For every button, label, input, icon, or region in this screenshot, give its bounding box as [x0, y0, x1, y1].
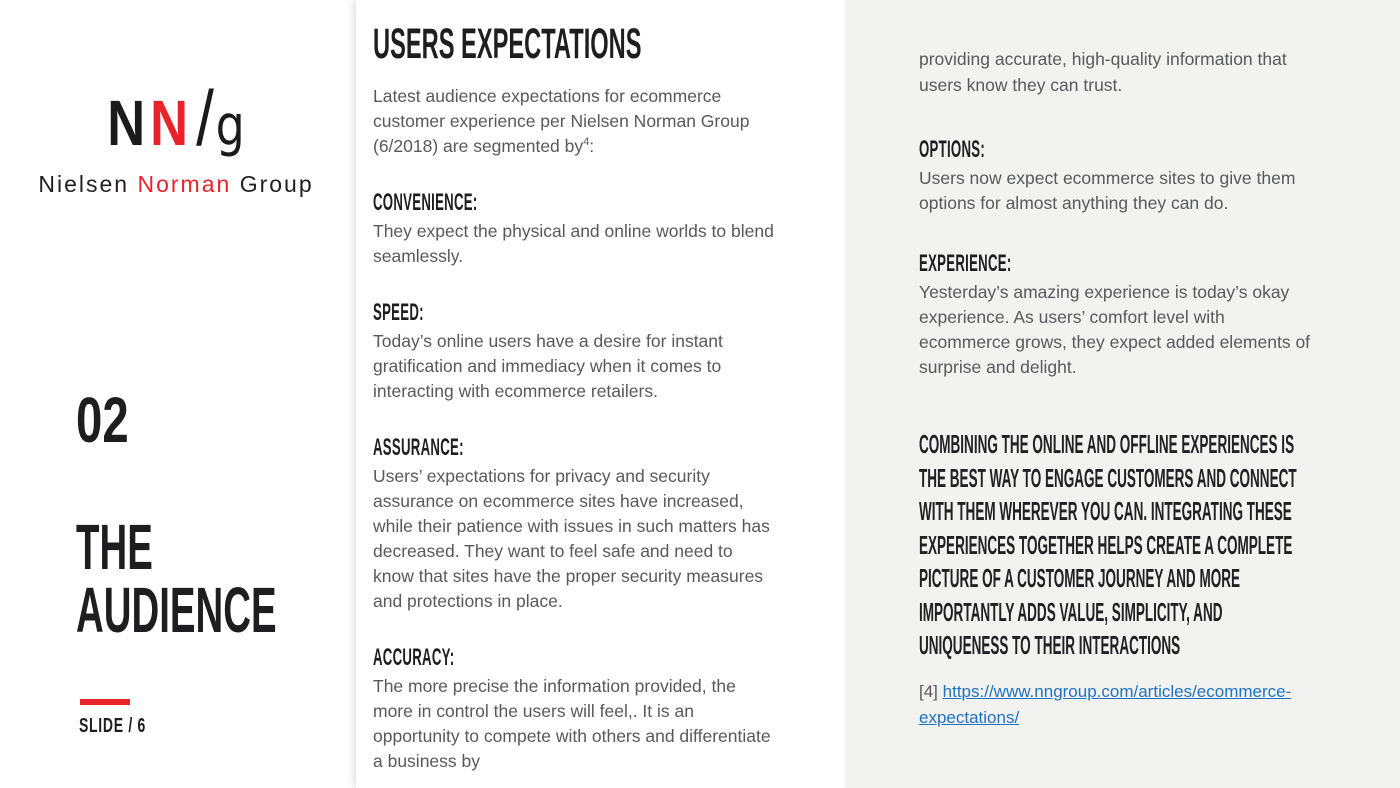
section-number: 02	[76, 384, 129, 456]
footnote-marker: 4	[583, 136, 590, 149]
section-title: THE AUDIENCE	[76, 511, 277, 646]
slide-number-label: SLIDE / 6	[79, 715, 146, 737]
logo-slash: /	[196, 74, 214, 162]
footnote	[919, 679, 1315, 731]
page-title: USERS EXPECTATIONS	[373, 20, 642, 68]
pull-quote-statement	[919, 428, 1315, 663]
heading-options: OPTIONS:	[919, 136, 986, 163]
footnote-ref: [4]	[919, 681, 938, 701]
pull-quote-line: WITH THEM WHEREVER YOU CAN. INTEGRATING THESE	[919, 496, 1292, 526]
logo-letter-n1: N	[107, 87, 147, 159]
body-assurance: Users’ expectations for privacy and security assurance on ecommerce sites have increased, while their patience with issues in such matters has decreased. They want to feel safe and need to know that sites have the proper security measures and protections in place.	[373, 466, 770, 611]
logo-letter-n2: N	[150, 87, 190, 159]
footnote-link[interactable]: https://www.nngroup.com/articles/ecommerce- expectations/	[919, 681, 1292, 727]
content-panel-right	[845, 0, 1400, 788]
red-accent-bar	[80, 699, 130, 705]
pull-quote-line: EXPERIENCES TOGETHER HELPS CREATE A COMPLETE	[919, 529, 1293, 560]
body-convenience: They expect the physical and online worlds to blend seamlessly.	[373, 221, 774, 266]
logo-word-nielsen: Nielsen	[38, 171, 130, 197]
heading-convenience: CONVENIENCE:	[373, 189, 478, 216]
nng-logo-wordmark	[0, 171, 352, 198]
pull-quote-line: IMPORTANTLY ADDS VALUE, SIMPLICITY, AND	[919, 596, 1223, 627]
heading-speed: SPEED:	[373, 299, 424, 326]
content-panel-left	[356, 0, 845, 788]
heading-experience: EXPERIENCE:	[919, 250, 1012, 277]
logo-word-norman: Norman	[137, 171, 232, 197]
pull-quote-line: THE BEST WAY TO ENGAGE CUSTOMERS AND CONNECT	[919, 462, 1297, 493]
continuation-paragraph: providing accurate, high-quality information that users know they can trust.	[919, 49, 1287, 95]
nng-logo	[0, 74, 352, 198]
section-sidebar	[0, 0, 352, 788]
logo-letter-g: g	[215, 94, 245, 159]
heading-accuracy: ACCURACY:	[373, 644, 455, 671]
heading-assurance: ASSURANCE:	[373, 434, 464, 461]
logo-word-group: Group	[239, 171, 314, 197]
body-options: Users now expect ecommerce sites to give them options for almost anything they can do.	[919, 168, 1296, 213]
pull-quote-line: UNIQUENESS TO THEIR INTERACTIONS	[919, 630, 1181, 660]
body-experience: Yesterday’s amazing experience is today’s okay experience. As users’ comfort level with ecommerce grows, they expect added elements of surprise and delight.	[919, 282, 1311, 377]
pull-quote-line: COMBINING THE ONLINE AND OFFLINE EXPERIENCES IS	[919, 429, 1295, 459]
pull-quote-line: PICTURE OF A CUSTOMER JOURNEY AND MORE	[919, 563, 1241, 593]
nng-logo-glyphs	[32, 74, 321, 162]
body-accuracy: The more precise the information provided, the more in control the users will feel,. It is an opportunity to compete with others and differentiate a business by	[373, 676, 771, 771]
body-speed: Today’s online users have a desire for instant gratification and immediacy when it comes to interacting with ecommerce retailers.	[373, 331, 723, 401]
intro-paragraph: Latest audience expectations for ecommerce customer experience per Nielsen Norman Group (6/2018) are segmented $by^4$:	[373, 86, 750, 156]
